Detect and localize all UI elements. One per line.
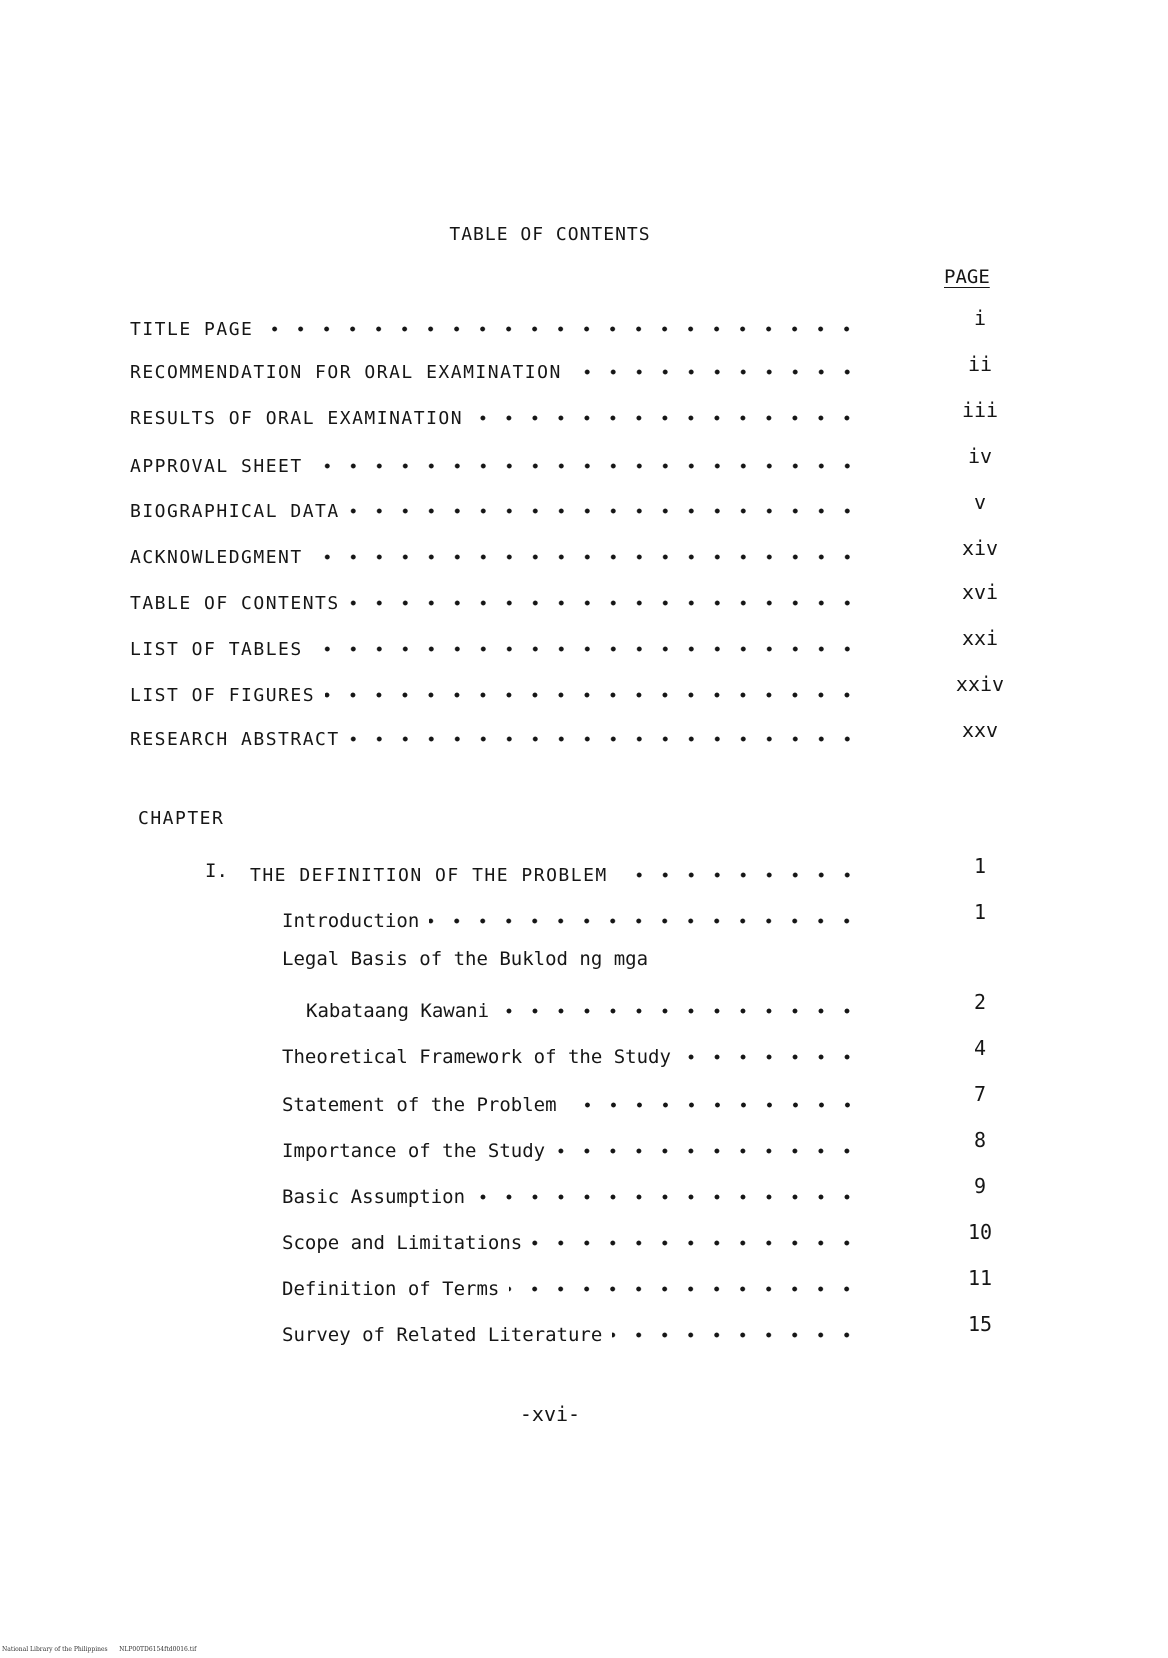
toc-page-number: xxiv <box>955 672 1005 696</box>
dot-leader <box>567 1098 860 1112</box>
toc-entry-acknowledgment[interactable] <box>130 540 860 568</box>
toc-entry-label: TITLE PAGE <box>130 319 254 340</box>
toc-section-importance-of-study[interactable] <box>282 1134 860 1162</box>
dot-leader <box>532 1236 860 1250</box>
toc-entry-chapter-one[interactable] <box>250 858 860 886</box>
dot-leader <box>612 1328 860 1342</box>
dot-leader <box>429 914 860 928</box>
dot-leader <box>350 596 860 610</box>
toc-entry-label: Survey of Related Literature <box>282 1324 603 1346</box>
scan-watermark <box>2 1646 196 1653</box>
dot-leader <box>555 1144 860 1158</box>
toc-entry-list-of-tables[interactable] <box>130 632 860 660</box>
toc-page-number: iii <box>961 398 999 422</box>
toc-page-number: 8 <box>973 1128 987 1152</box>
toc-page-number: 7 <box>973 1082 987 1106</box>
footer-page-number: -xvi- <box>519 1402 581 1426</box>
toc-page-number: 10 <box>967 1220 993 1244</box>
toc-entry-label: Definition of Terms <box>282 1278 500 1300</box>
toc-page-number: 9 <box>973 1174 987 1198</box>
toc-entry-list-of-figures[interactable] <box>130 678 860 706</box>
toc-entry-label: Statement of the Problem <box>282 1094 557 1116</box>
toc-page-number: xxi <box>961 626 999 650</box>
toc-entry-label: Theoretical Framework of the Study <box>282 1046 671 1068</box>
toc-page-number: 1 <box>973 900 987 924</box>
dot-leader <box>475 1190 860 1204</box>
toc-section-statement-of-problem[interactable] <box>282 1088 860 1116</box>
dot-leader <box>263 322 860 336</box>
toc-page-number: 15 <box>967 1312 993 1336</box>
toc-entry-label: RESULTS OF ORAL EXAMINATION <box>130 408 464 429</box>
dot-leader <box>313 550 860 564</box>
dot-leader <box>350 504 860 518</box>
watermark-library: National Library of the Philippines <box>2 1646 108 1653</box>
page-title: TABLE OF CONTENTS <box>449 224 651 245</box>
chapter-numeral: I. <box>205 860 228 882</box>
toc-entry-approval-sheet[interactable] <box>130 449 860 477</box>
toc-entry-label: Scope and Limitations <box>282 1232 523 1254</box>
dot-leader <box>509 1282 860 1296</box>
dot-leader <box>313 459 860 473</box>
page-column-header: PAGE <box>944 266 990 288</box>
dot-leader <box>499 1004 860 1018</box>
toc-entry-label: Importance of the Study <box>282 1140 546 1162</box>
toc-entry-table-of-contents[interactable] <box>130 586 860 614</box>
dot-leader <box>313 642 860 656</box>
toc-section-introduction[interactable] <box>282 904 860 932</box>
toc-page-number: v <box>973 490 987 514</box>
toc-entry-label: Basic Assumption <box>282 1186 466 1208</box>
toc-entry-label: ACKNOWLEDGMENT <box>130 547 303 568</box>
dot-leader <box>473 411 860 425</box>
toc-entry-label: Kabataang Kawani <box>306 1000 490 1022</box>
toc-section-theoretical-framework[interactable] <box>282 1040 860 1068</box>
toc-section-related-literature[interactable] <box>282 1318 860 1346</box>
toc-entry-research-abstract[interactable] <box>130 722 860 750</box>
toc-page-number: iv <box>967 444 993 468</box>
toc-entry-label: RESEARCH ABSTRACT <box>130 729 340 750</box>
toc-page-number: 4 <box>973 1036 987 1060</box>
toc-entry-label: THE DEFINITION OF THE PROBLEM <box>250 865 608 886</box>
dot-leader <box>325 688 860 702</box>
toc-section-definition-of-terms[interactable] <box>282 1272 860 1300</box>
toc-page-number: 2 <box>973 990 987 1014</box>
toc-entry-recommendation[interactable] <box>130 355 860 383</box>
toc-entry-title-page[interactable] <box>130 312 860 340</box>
toc-entry-label: LIST OF FIGURES <box>130 685 316 706</box>
toc-entry-label: LIST OF TABLES <box>130 639 303 660</box>
dot-leader <box>572 365 860 379</box>
toc-entry-biographical-data[interactable] <box>130 494 860 522</box>
toc-section-scope-and-limitations[interactable] <box>282 1226 860 1254</box>
toc-entry-label: APPROVAL SHEET <box>130 456 303 477</box>
toc-section-basic-assumption[interactable] <box>282 1180 860 1208</box>
chapter-heading: CHAPTER <box>138 808 225 829</box>
toc-page-number: 11 <box>967 1266 993 1290</box>
toc-entry-label: RECOMMENDATION FOR ORAL EXAMINATION <box>130 362 562 383</box>
watermark-file: NLP00TD6154ftd0016.tif <box>119 1646 197 1653</box>
toc-page-number: 1 <box>973 854 987 878</box>
toc-entry-label: BIOGRAPHICAL DATA <box>130 501 340 522</box>
toc-section-legal-basis-continuation[interactable] <box>306 994 860 1022</box>
dot-leader <box>618 868 860 882</box>
toc-section-legal-basis[interactable]: Legal Basis of the Buklod ng mga <box>282 948 649 970</box>
toc-page-number: xvi <box>961 580 999 604</box>
toc-page-number: xxv <box>961 718 999 742</box>
toc-page-number: xiv <box>961 536 999 560</box>
toc-entry-label: TABLE OF CONTENTS <box>130 593 340 614</box>
dot-leader <box>681 1050 860 1064</box>
toc-page-number: ii <box>967 352 993 376</box>
toc-entry-label: Introduction <box>282 910 420 932</box>
dot-leader <box>350 732 860 746</box>
toc-entry-results-oral-exam[interactable] <box>130 401 860 429</box>
toc-page-number: i <box>973 306 987 330</box>
